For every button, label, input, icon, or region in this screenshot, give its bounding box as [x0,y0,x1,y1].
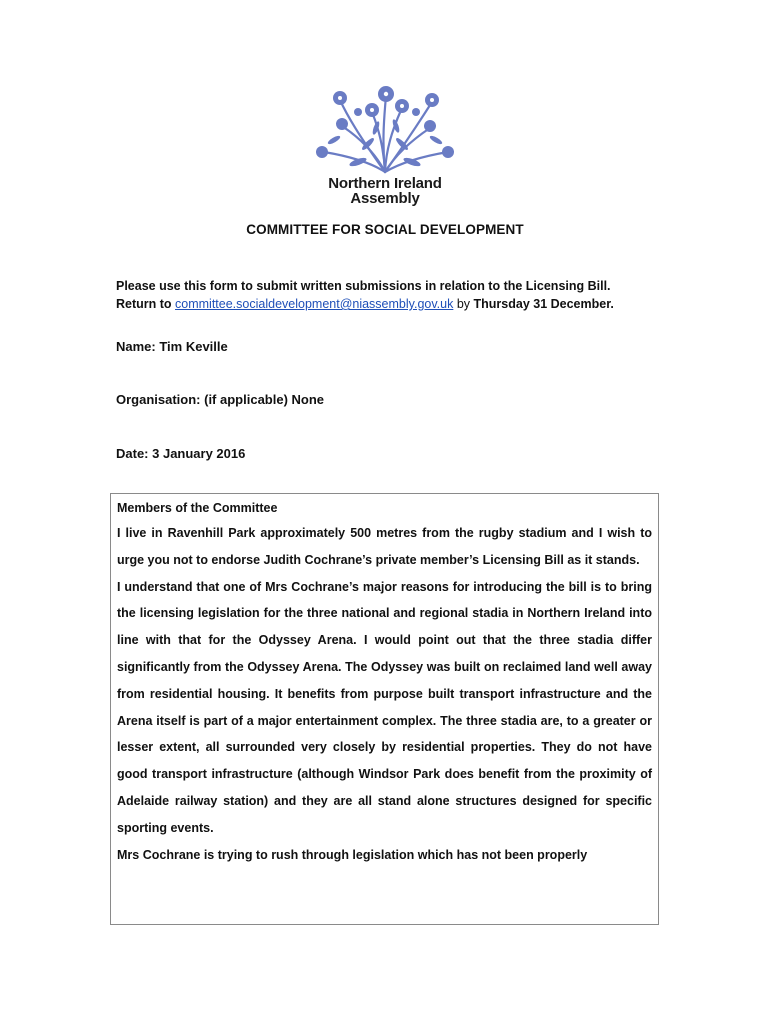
submission-body [117,520,652,868]
intro-line2 [116,295,676,313]
by-text: by [453,297,474,311]
submission-email-link[interactable]: committee.socialdevelopment@niassembly.gov.uk [175,297,454,311]
flax-flower-emblem-icon [310,82,460,174]
assembly-name-line2: Assembly [350,190,420,207]
submission-title: Members of the Committee [117,501,278,515]
submission-paragraph-2: I understand that one of Mrs Cochrane’s major reasons for introducing the bill is to bring the licensing legislation for the three national and regional stadia in Northern Ireland into line with that for the Odyssey Arena. I would point out that the three stadia differ significantly from the Odyssey Arena. The Odyssey was built on reclaimed land well away from residential housing. It benefits from purpose built transport infrastructure and the Arena itself is part of a major entertainment complex. The three stadia are, to a greater or lesser extent, all surrounded very closely by residential properties. They do not have good transport infrastructure (although Windsor Park does benefit from the proximity of Adelaide railway station) and they are all stand alone structures designed for specific sporting events. [117,579,652,835]
organisation-field: Organisation: (if applicable) None [116,392,325,407]
date-field: Date: 3 January 2016 [116,446,246,461]
assembly-name-line1: Northern Ireland [328,175,442,192]
deadline-text: Thursday 31 December. [473,297,614,311]
intro-line1: Please use this form to submit written submissions in relation to the Licensing Bill. [116,279,611,293]
name-field: Name: Tim Keville [116,339,228,354]
submission-box [110,493,659,925]
return-prefix: Return to [116,297,176,311]
page-heading: COMMITTEE FOR SOCIAL DEVELOPMENT [246,222,524,237]
intro-text [116,277,676,313]
assembly-name [300,176,470,206]
assembly-logo [300,82,470,210]
submission-paragraph-1: I live in Ravenhill Park approximately 500 metres from the rugby stadium and I wish to urge you not to endorse Judith Cochrane’s private member’s Licensing Bill as it stands. [117,526,652,567]
submission-paragraph-3: Mrs Cochrane is trying to rush through legislation which has not been properly [117,847,588,862]
